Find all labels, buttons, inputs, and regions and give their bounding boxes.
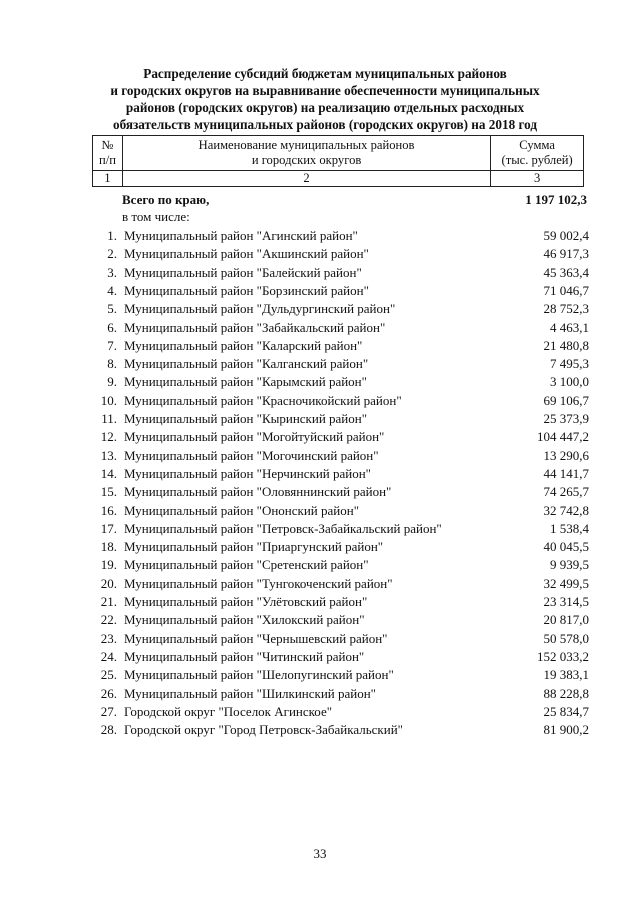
item-value: 59 002,4 xyxy=(543,228,589,243)
item-value: 19 383,1 xyxy=(543,667,589,683)
item-number: 13. xyxy=(100,447,117,463)
item-name: Муниципальный район "Улётовский район" xyxy=(124,594,368,609)
header-sum-line-1: Сумма xyxy=(519,138,555,152)
header-number-abbr: п/п xyxy=(98,153,116,167)
item-number: 4. xyxy=(107,282,117,298)
document-title xyxy=(60,65,590,133)
item-number: 27. xyxy=(100,703,117,719)
sub-label: в том числе: xyxy=(122,209,190,224)
item-value: 23 314,5 xyxy=(543,594,589,609)
item-number: 2. xyxy=(107,246,117,262)
item-number: 8. xyxy=(107,356,117,372)
item-name: Муниципальный район "Шилкинский район" xyxy=(124,685,376,701)
item-value: 13 290,6 xyxy=(543,447,589,463)
item-value: 71 046,7 xyxy=(543,282,589,298)
item-value: 3 100,0 xyxy=(550,374,589,390)
item-name: Муниципальный район "Читинский район" xyxy=(124,648,365,664)
item-name: Муниципальный район "Чернышевский район" xyxy=(124,630,388,646)
item-name: Муниципальный район "Хилокский район" xyxy=(124,612,365,628)
item-number: 26. xyxy=(100,685,117,701)
item-number: 6. xyxy=(107,319,117,335)
total-value: 1 197 102,3 xyxy=(525,192,587,207)
item-value: 88 228,8 xyxy=(543,685,589,701)
item-number: 24. xyxy=(100,648,117,664)
item-name: Муниципальный район "Петровск-Забайкальский район" xyxy=(124,520,442,536)
item-value: 25 373,9 xyxy=(543,411,589,426)
item-name: Муниципальный район "Дульдургинский район" xyxy=(124,301,396,317)
item-name: Муниципальный район "Сретенский район" xyxy=(124,557,369,573)
item-name: Муниципальный район "Красночикойский район" xyxy=(124,392,402,408)
item-number: 21. xyxy=(100,594,117,609)
title-line-1: Распределение субсидий бюджетам муниципальных районов xyxy=(143,66,507,81)
item-number: 28. xyxy=(100,722,117,738)
header-col-index-2: 2 xyxy=(122,171,490,187)
item-number: 5. xyxy=(107,301,117,317)
item-value: 50 578,0 xyxy=(543,630,589,646)
item-name: Муниципальный район "Могойтуйский район" xyxy=(124,429,385,445)
header-col-sum xyxy=(491,136,584,171)
item-number: 15. xyxy=(100,484,117,500)
item-name: Муниципальный район "Забайкальский район" xyxy=(124,319,386,335)
item-number: 25. xyxy=(100,667,117,683)
item-number: 1. xyxy=(107,228,117,243)
total-label: Всего по краю, xyxy=(122,192,210,207)
item-name: Муниципальный район "Каларский район" xyxy=(124,337,363,353)
item-number: 16. xyxy=(100,502,117,518)
item-number: 20. xyxy=(100,575,117,591)
item-name: Муниципальный район "Могочинский район" xyxy=(124,447,379,463)
title-line-3: районов (городских округов) на реализацию отдельных расходных xyxy=(125,100,525,115)
page-number: 33 xyxy=(313,846,327,861)
item-name: Муниципальный район "Балейский район" xyxy=(124,264,362,280)
header-number-sign: № xyxy=(101,138,114,152)
item-number: 7. xyxy=(107,337,117,353)
item-number: 10. xyxy=(100,392,117,408)
item-value: 46 917,3 xyxy=(543,246,589,262)
item-value: 44 141,7 xyxy=(543,465,589,481)
header-name-line-1: Наименование муниципальных районов xyxy=(198,138,415,152)
item-value: 21 480,8 xyxy=(543,337,589,353)
item-number: 12. xyxy=(100,429,117,445)
item-number: 17. xyxy=(100,520,117,536)
item-name: Муниципальный район "Карымский район" xyxy=(124,374,367,390)
item-value: 45 363,4 xyxy=(543,264,589,280)
item-value: 20 817,0 xyxy=(543,612,589,628)
item-number: 18. xyxy=(100,539,117,555)
item-value: 40 045,5 xyxy=(543,539,589,555)
item-number: 11. xyxy=(101,411,117,426)
item-value: 4 463,1 xyxy=(550,319,589,335)
item-name: Городской округ "Поселок Агинское" xyxy=(124,703,333,719)
header-col-index-3: 3 xyxy=(491,171,584,187)
item-value: 7 495,3 xyxy=(550,356,589,372)
item-value: 9 939,5 xyxy=(550,557,589,573)
header-col-index-1: 1 xyxy=(93,171,123,187)
item-value: 28 752,3 xyxy=(543,301,589,317)
item-name: Муниципальный район "Кыринский район" xyxy=(124,411,368,426)
item-value: 104 447,2 xyxy=(537,429,589,445)
item-value: 69 106,7 xyxy=(543,392,589,408)
header-sum-line-2: (тыс. рублей) xyxy=(501,153,573,167)
item-number: 9. xyxy=(107,374,117,390)
item-name: Муниципальный район "Акшинский район" xyxy=(124,246,369,262)
item-name: Муниципальный район "Ононский район" xyxy=(124,502,360,518)
item-value: 152 033,2 xyxy=(537,648,589,664)
item-number: 3. xyxy=(107,264,117,280)
item-name: Муниципальный район "Калганский район" xyxy=(124,356,369,372)
item-value: 32 742,8 xyxy=(543,502,589,518)
item-number: 22. xyxy=(100,612,117,628)
item-number: 14. xyxy=(100,465,117,481)
header-col-number xyxy=(93,136,123,171)
item-value: 32 499,5 xyxy=(543,575,589,591)
header-name-line-2: и городских округов xyxy=(251,153,362,167)
table-header xyxy=(92,135,584,187)
item-value: 74 265,7 xyxy=(543,484,589,500)
item-value: 81 900,2 xyxy=(543,722,589,738)
item-value: 25 834,7 xyxy=(543,703,589,719)
item-name: Городской округ "Город Петровск-Забайкальский" xyxy=(124,722,403,738)
item-number: 23. xyxy=(100,630,117,646)
header-col-name xyxy=(122,136,490,171)
item-name: Муниципальный район "Борзинский район" xyxy=(124,282,369,298)
item-name: Муниципальный район "Оловяннинский район" xyxy=(124,484,392,500)
item-name: Муниципальный район "Приаргунский район" xyxy=(124,539,384,555)
item-value: 1 538,4 xyxy=(550,520,589,536)
item-number: 19. xyxy=(100,557,117,573)
item-name: Муниципальный район "Агинский район" xyxy=(124,228,358,243)
item-name: Муниципальный район "Шелопугинский район" xyxy=(124,667,394,683)
title-line-4: обязательств муниципальных районов (городских округов) на 2018 год xyxy=(112,117,538,132)
item-name: Муниципальный район "Нерчинский район" xyxy=(124,465,371,481)
title-line-2: и городских округов на выравнивание обеспеченности муниципальных xyxy=(110,83,540,98)
item-name: Муниципальный район "Тунгокоченский район" xyxy=(124,575,393,591)
